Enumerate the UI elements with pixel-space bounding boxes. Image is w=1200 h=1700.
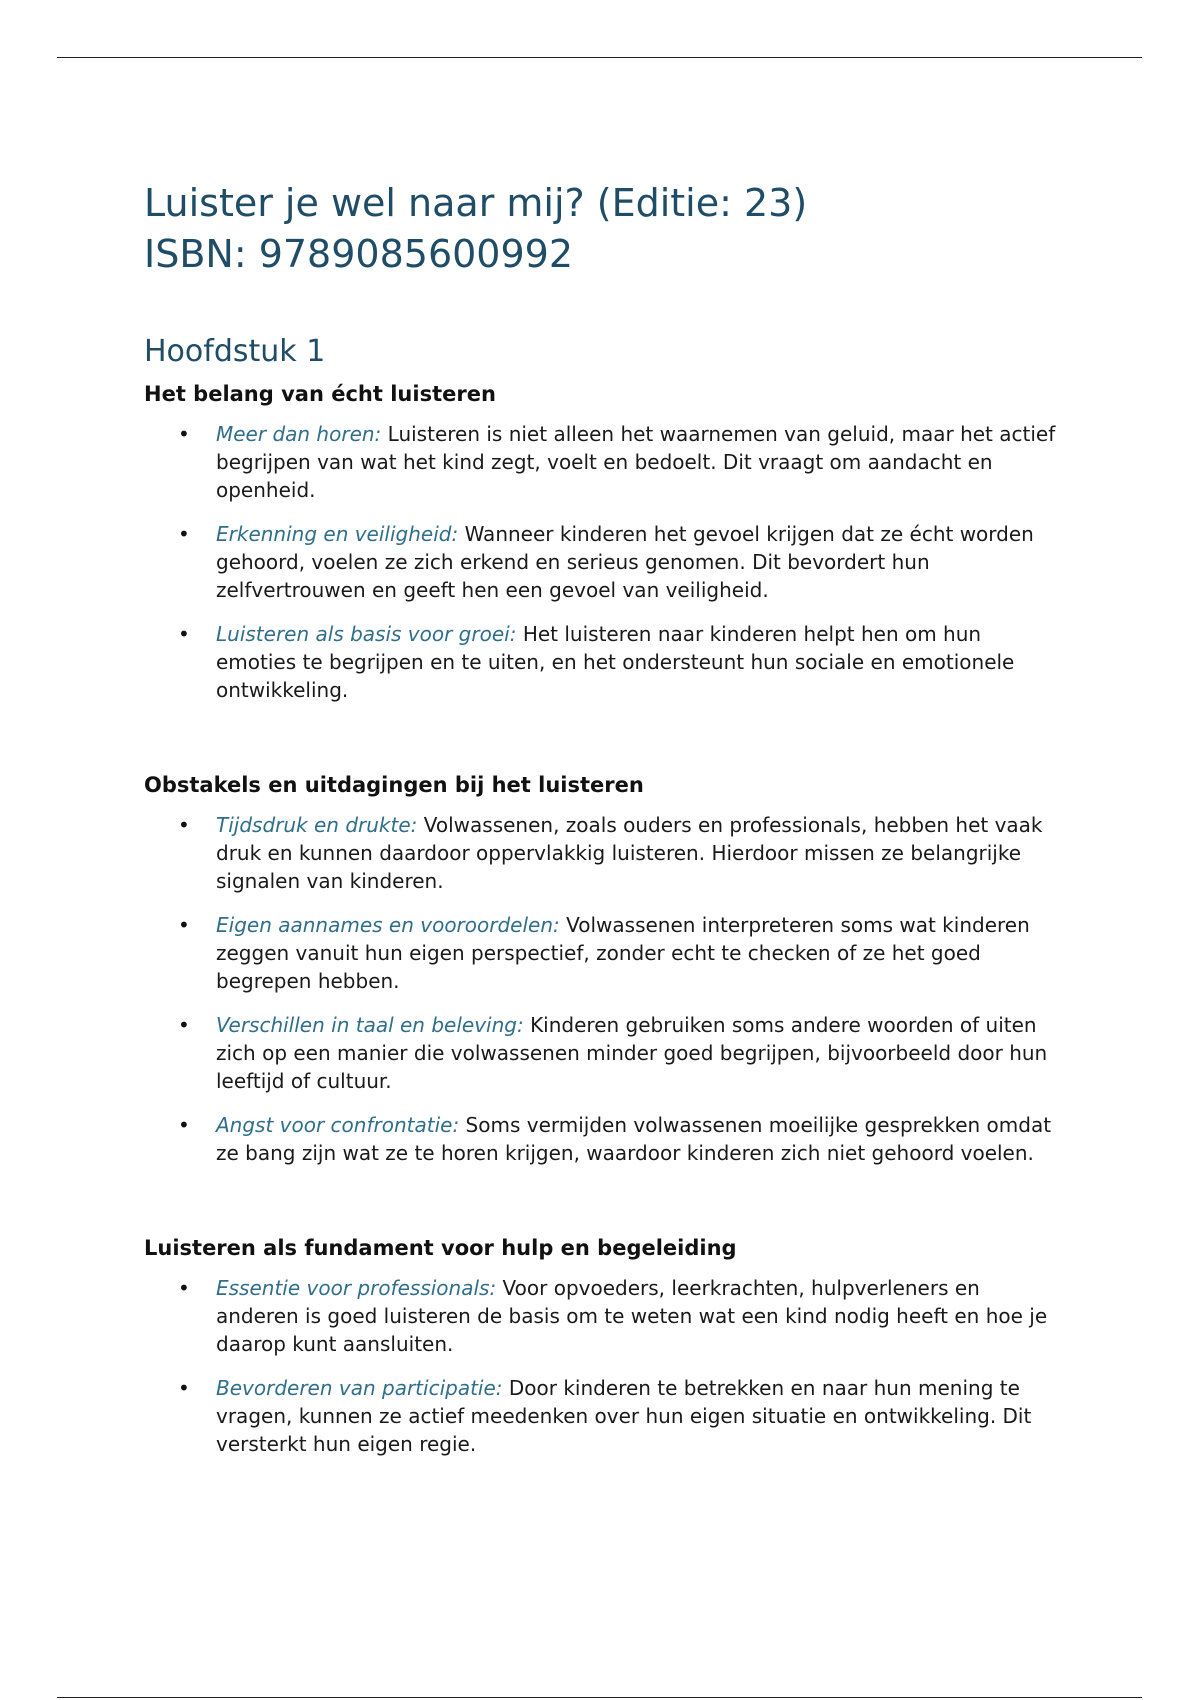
item-text: Het luisteren naar kinderen helpt hen om hun emoties te begrijpen en te uiten, en het ondersteunt hun sociale en emotionele ontwikkeling.: [216, 622, 1015, 702]
list-item: [144, 420, 1064, 504]
list-item: [144, 620, 1064, 704]
section-heading: Luisteren als fundament voor hulp en begeleiding: [144, 1236, 737, 1260]
item-term: Eigen aannames en vooroordelen:: [216, 913, 560, 937]
item-term: Verschillen in taal en beleving:: [216, 1013, 524, 1037]
bullet-list: [144, 1274, 1064, 1458]
bullet-list: [144, 811, 1064, 1167]
item-text: Soms vermijden volwassenen moeilijke gesprekken omdat ze bang zijn wat ze te horen krijgen, waardoor kinderen zich niet gehoord voelen.: [216, 1113, 1052, 1165]
list-item: [144, 811, 1064, 895]
section-heading: Het belang van écht luisteren: [144, 382, 496, 406]
item-text: Volwassenen, zoals ouders en professionals, hebben het vaak druk en kunnen daardoor oppervlakkig luisteren. Hierdoor missen ze belangrijke signalen van kinderen.: [216, 813, 1043, 893]
item-text: Kinderen gebruiken soms andere woorden of uiten zich op een manier die volwassenen minder goed begrijpen, bijvoorbeeld door hun leeftijd of cultuur.: [216, 1013, 1048, 1093]
list-item: [144, 911, 1064, 995]
title-line-1: Luister je wel naar mij? (Editie: 23): [144, 181, 808, 225]
item-term: Meer dan horen:: [216, 422, 382, 446]
list-item: [144, 520, 1064, 604]
item-text: Door kinderen te betrekken en naar hun mening te vragen, kunnen ze actief meedenken over hun eigen situatie en ontwikkeling. Dit versterkt hun eigen regie.: [216, 1376, 1032, 1456]
bullet-icon: •: [178, 1276, 190, 1300]
bullet-icon: •: [178, 913, 190, 937]
item-term: Essentie voor professionals:: [216, 1276, 497, 1300]
document-title: [144, 178, 1064, 280]
list-item: [144, 1111, 1064, 1167]
bullet-icon: •: [178, 1376, 190, 1400]
document-page: [144, 178, 1064, 1458]
item-term: Luisteren als basis voor groei:: [216, 622, 517, 646]
list-item: [144, 1011, 1064, 1095]
bullet-icon: •: [178, 422, 190, 446]
item-text: Voor opvoeders, leerkrachten, hulpverleners en anderen is goed luisteren de basis om te weten wat een kind nodig heeft en hoe je daarop kunt aansluiten.: [216, 1276, 1048, 1356]
item-term: Bevorderen van participatie:: [216, 1376, 503, 1400]
item-term: Tijdsdruk en drukte:: [216, 813, 418, 837]
item-text: Wanneer kinderen het gevoel krijgen dat ze écht worden gehoord, voelen ze zich erkend en serieus genomen. Dit bevordert hun zelfvertrouwen en geeft hen een gevoel van veiligheid.: [216, 522, 1034, 602]
bullet-list: [144, 420, 1064, 704]
section-obstakels: [144, 771, 1064, 1167]
bullet-icon: •: [178, 522, 190, 546]
chapter-heading: Hoofdstuk 1: [144, 334, 326, 369]
item-term: Erkenning en veiligheid:: [216, 522, 459, 546]
bullet-icon: •: [178, 1113, 190, 1137]
section-fundament: [144, 1234, 1064, 1458]
bullet-icon: •: [178, 813, 190, 837]
title-isbn: ISBN: 9789085600992: [144, 232, 574, 276]
section-heading: Obstakels en uitdagingen bij het luisteren: [144, 773, 644, 797]
bullet-icon: •: [178, 1013, 190, 1037]
list-item: [144, 1374, 1064, 1458]
top-rule: [57, 57, 1142, 58]
item-term: Angst voor confrontatie:: [216, 1113, 460, 1137]
list-item: [144, 1274, 1064, 1358]
bullet-icon: •: [178, 622, 190, 646]
item-text: Luisteren is niet alleen het waarnemen van geluid, maar het actief begrijpen van wat het kind zegt, voelt en bedoelt. Dit vraagt om aandacht en openheid.: [216, 422, 1056, 502]
section-belang: [144, 380, 1064, 704]
bottom-rule: [57, 1697, 1142, 1698]
item-text: Volwassenen interpreteren soms wat kinderen zeggen vanuit hun eigen perspectief, zonder echt te checken of ze het goed begrepen hebben.: [216, 913, 1030, 993]
